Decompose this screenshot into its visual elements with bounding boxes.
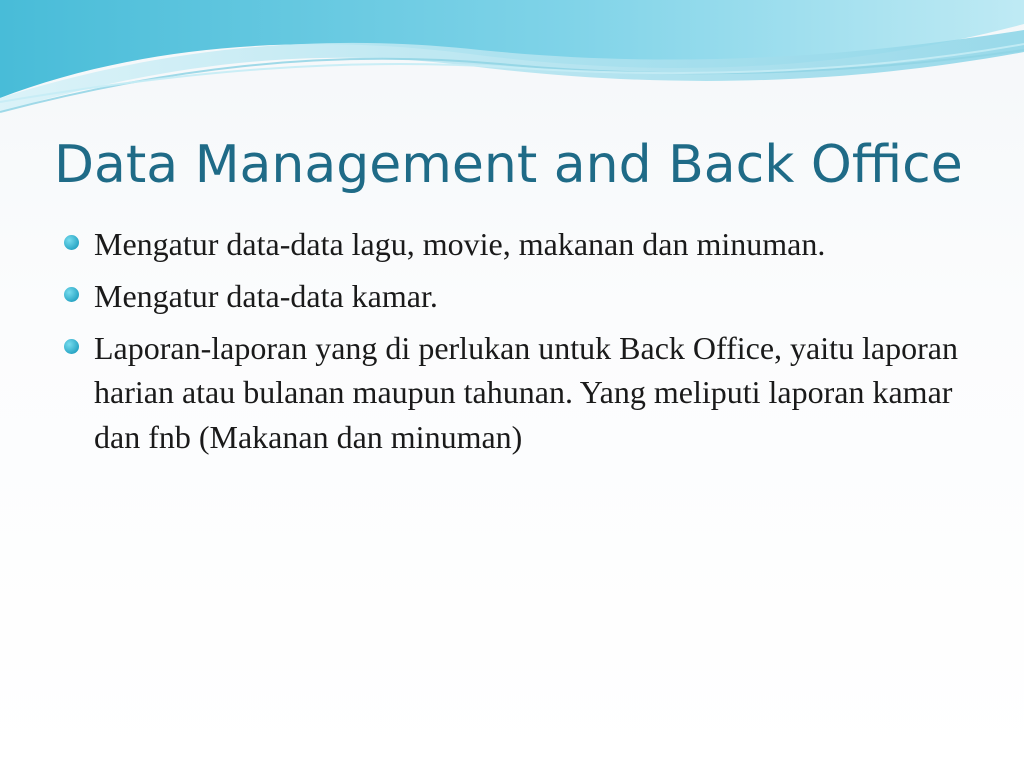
bullet-item [62, 222, 962, 266]
bullet-text: Laporan-laporan yang di perlukan untuk Back Office, yaitu laporan harian atau bulanan maupun tahunan. Yang meliputi laporan kamar dan fnb (Makanan dan minuman) [94, 330, 958, 455]
header-wave-decoration [0, 0, 1024, 140]
bullet-list [62, 222, 962, 467]
bullet-dot-icon [64, 235, 79, 250]
slide-title: Data Management and Back Office [54, 135, 963, 195]
bullet-item [62, 326, 962, 458]
bullet-dot-icon [64, 287, 79, 302]
bullet-dot-icon [64, 339, 79, 354]
bullet-text: Mengatur data-data kamar. [94, 278, 438, 315]
bullet-text: Mengatur data-data lagu, movie, makanan dan minuman. [94, 226, 826, 262]
bullet-item [62, 274, 962, 318]
